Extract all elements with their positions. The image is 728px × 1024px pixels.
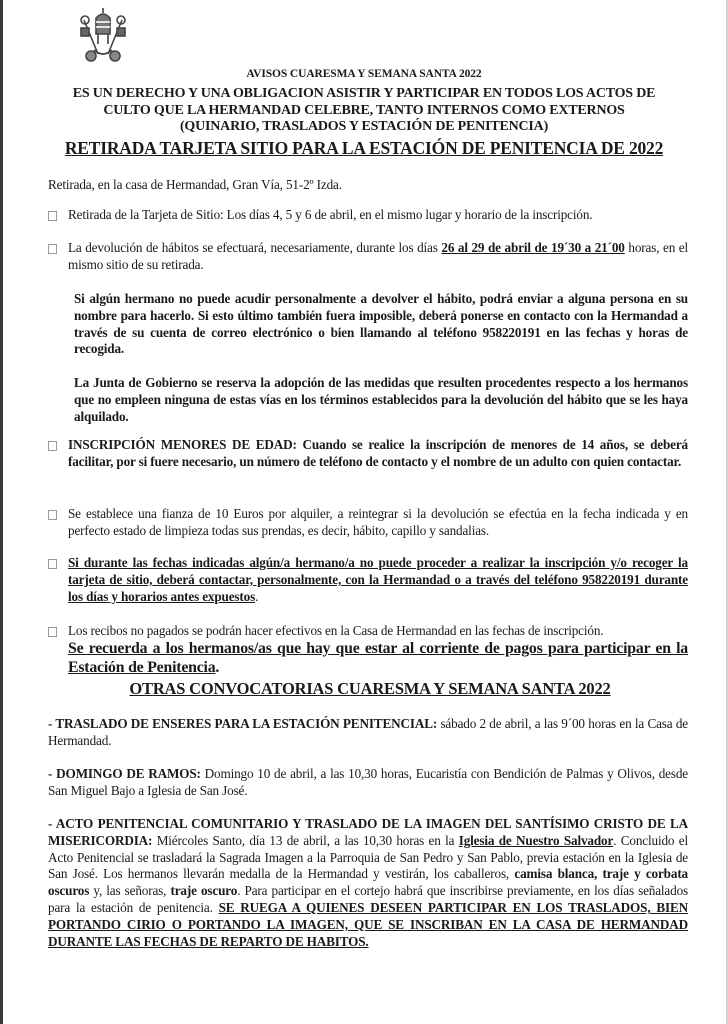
retirada-title: RETIRADA TARJETA SITIO PARA LA ESTACIÓN DE PENITENCIA DE 2022 (64, 138, 664, 158)
avisos-title: AVISOS CUARESMA Y SEMANA SANTA 2022 (246, 68, 482, 80)
pagos-text: Se recuerda a los hermanos/as que hay que estar al corriente de pagos para participar en la Estación de Penitencia (68, 640, 688, 676)
bullet-icon (48, 211, 57, 221)
event-text: Miércoles Santo, día 13 de abril, a las 10,30 horas en la (152, 832, 459, 848)
contacto-end: . (255, 588, 259, 604)
dress-women: traje oscuro (170, 883, 238, 899)
event-text: . Concluido el Acto Penitencial se trasladará la Sagrada Imagen a la Parroquia de San Pedro y San Pablo, previa estación en la Iglesia de San José. Los hermanos llevarán medalla de la Hermandad y vestirán, los caballeros, (48, 832, 688, 882)
junta-paragraph: La Junta de Gobierno se reserva la adopción de las medidas que resulten procedentes respecto a los hermanos que no empleen ninguna de estas vías en los términos establecidos para la devolución del hábito que se les haya alquilado. (74, 375, 688, 424)
event-domingo-ramos (48, 766, 688, 800)
devolucion-text: La devolución de hábitos se efectuará, necesariamente, durante los días (68, 240, 442, 255)
bullet-icon (48, 627, 57, 637)
devolucion-dates: 26 al 29 de abril de 19´30 a 21´00 (441, 240, 625, 255)
devolucion-text-end: horas, en el mismo sitio de su retirada. (68, 240, 688, 272)
retirada-address: Retirada, en la casa de Hermandad, Gran Vía, 51-2º Izda. (48, 177, 342, 192)
event-text: Domingo 10 de abril, a las 10,30 horas, Eucaristía con Bendición de Palmas y Olivos, desde San Miguel Bajo a Iglesia de San José. (48, 766, 688, 798)
event-traslado-enseres (48, 716, 688, 750)
fianza-item: Se establece una fianza de 10 Euros por alquiler, a reintegrar si la devolución se efectúa en la fecha indicada y en perfecto estado de limpieza todas sus prendas, es decir, hábito, capillo y sandalias. (68, 506, 688, 538)
tarjeta-item: Retirada de la Tarjeta de Sitio: Los días 4, 5 y 6 de abril, en el mismo lugar y horario de la inscripción. (68, 207, 593, 222)
event-text: . Para participar en el cortejo habrá que inscribirse previamente, en los días señalados para la estación de penitencia. (48, 883, 689, 915)
recibos-item: Los recibos no pagados se podrán hacer efectivos en la Casa de Hermandad en las fechas de inscripción. (68, 623, 604, 638)
intro-heading (30, 86, 698, 136)
ruego-notice: SE RUEGA A QUIENES DESEEN PARTICIPAR EN LOS TRASLADOS, BIEN PORTANDO CIRIO O PORTANDO LA IMAGEN, QUE SE INSCRIBAN EN LA CASA DE HERMANDAD DURANTE LAS FECHAS DE REPARTO DE HABITOS. (48, 899, 688, 949)
coat-of-arms-icon (76, 8, 130, 64)
contacto-item (68, 555, 688, 605)
bullet-icon (48, 510, 57, 520)
event-label: - TRASLADO DE ENSERES PARA LA ESTACIÓN PENITENCIAL: (48, 716, 438, 731)
si-algun-paragraph: Si algún hermano no puede acudir personalmente a devolver el hábito, podrá enviar a alguna persona en su nombre para hacerlo. Si esto último también fuera imposible, deberá ponerse en contacto con la Hermandad a través de su cuenta de correo electrónico o bien llamando al teléfono 958220191 en las fechas y horas de recogida. (74, 291, 688, 357)
bullet-icon (48, 244, 57, 254)
event-acto-penitencial (48, 816, 688, 950)
pagos-notice (68, 639, 688, 677)
event-text: sábado 2 de abril, a las 9´00 horas en la Casa de Hermandad. (48, 716, 688, 748)
intro-line: CULTO QUE LA HERMANDAD CELEBRE, TANTO INTERNOS COMO EXTERNOS (103, 102, 625, 118)
dress-men: camisa blanca, traje y corbata oscuros (48, 866, 689, 899)
intro-line: ES UN DERECHO Y UNA OBLIGACION ASISTIR Y PARTICIPAR EN TODOS LOS ACTOS DE (72, 86, 656, 101)
bullet-icon (48, 559, 57, 569)
pagos-end: . (215, 659, 220, 676)
intro-line: (QUINARIO, TRASLADOS Y ESTACIÓN DE PENITENCIA) (179, 119, 549, 134)
event-label: - ACTO PENITENCIAL COMUNITARIO Y TRASLADO DE LA IMAGEN DEL SANTÍSIMO CRISTO DE LA MISERICORDIA: (48, 816, 688, 848)
menores-item: INSCRIPCIÓN MENORES DE EDAD: Cuando se realice la inscripción de menores de 14 años, se deberá facilitar, por si fuere necesario, un número de teléfono de contacto y el nombre de un adulto con quien contactar. (68, 437, 688, 469)
bullet-icon (48, 441, 57, 451)
contacto-text: Si durante las fechas indicadas algún/a hermano/a no puede proceder a realizar la inscripción y/o recoger la tarjeta de sitio, deberá contactar, personalmente, con la Hermandad o a través del teléfono 958220191 durante los días y horarios antes expuestos (68, 555, 688, 604)
event-label: - DOMINGO DE RAMOS: (48, 766, 201, 781)
event-place: Iglesia de Nuestro Salvador (458, 832, 614, 848)
event-text: y, las señoras, (89, 883, 171, 899)
devolucion-item (68, 240, 688, 274)
otras-title: OTRAS CONVOCATORIAS CUARESMA Y SEMANA SANTA 2022 (129, 679, 611, 698)
